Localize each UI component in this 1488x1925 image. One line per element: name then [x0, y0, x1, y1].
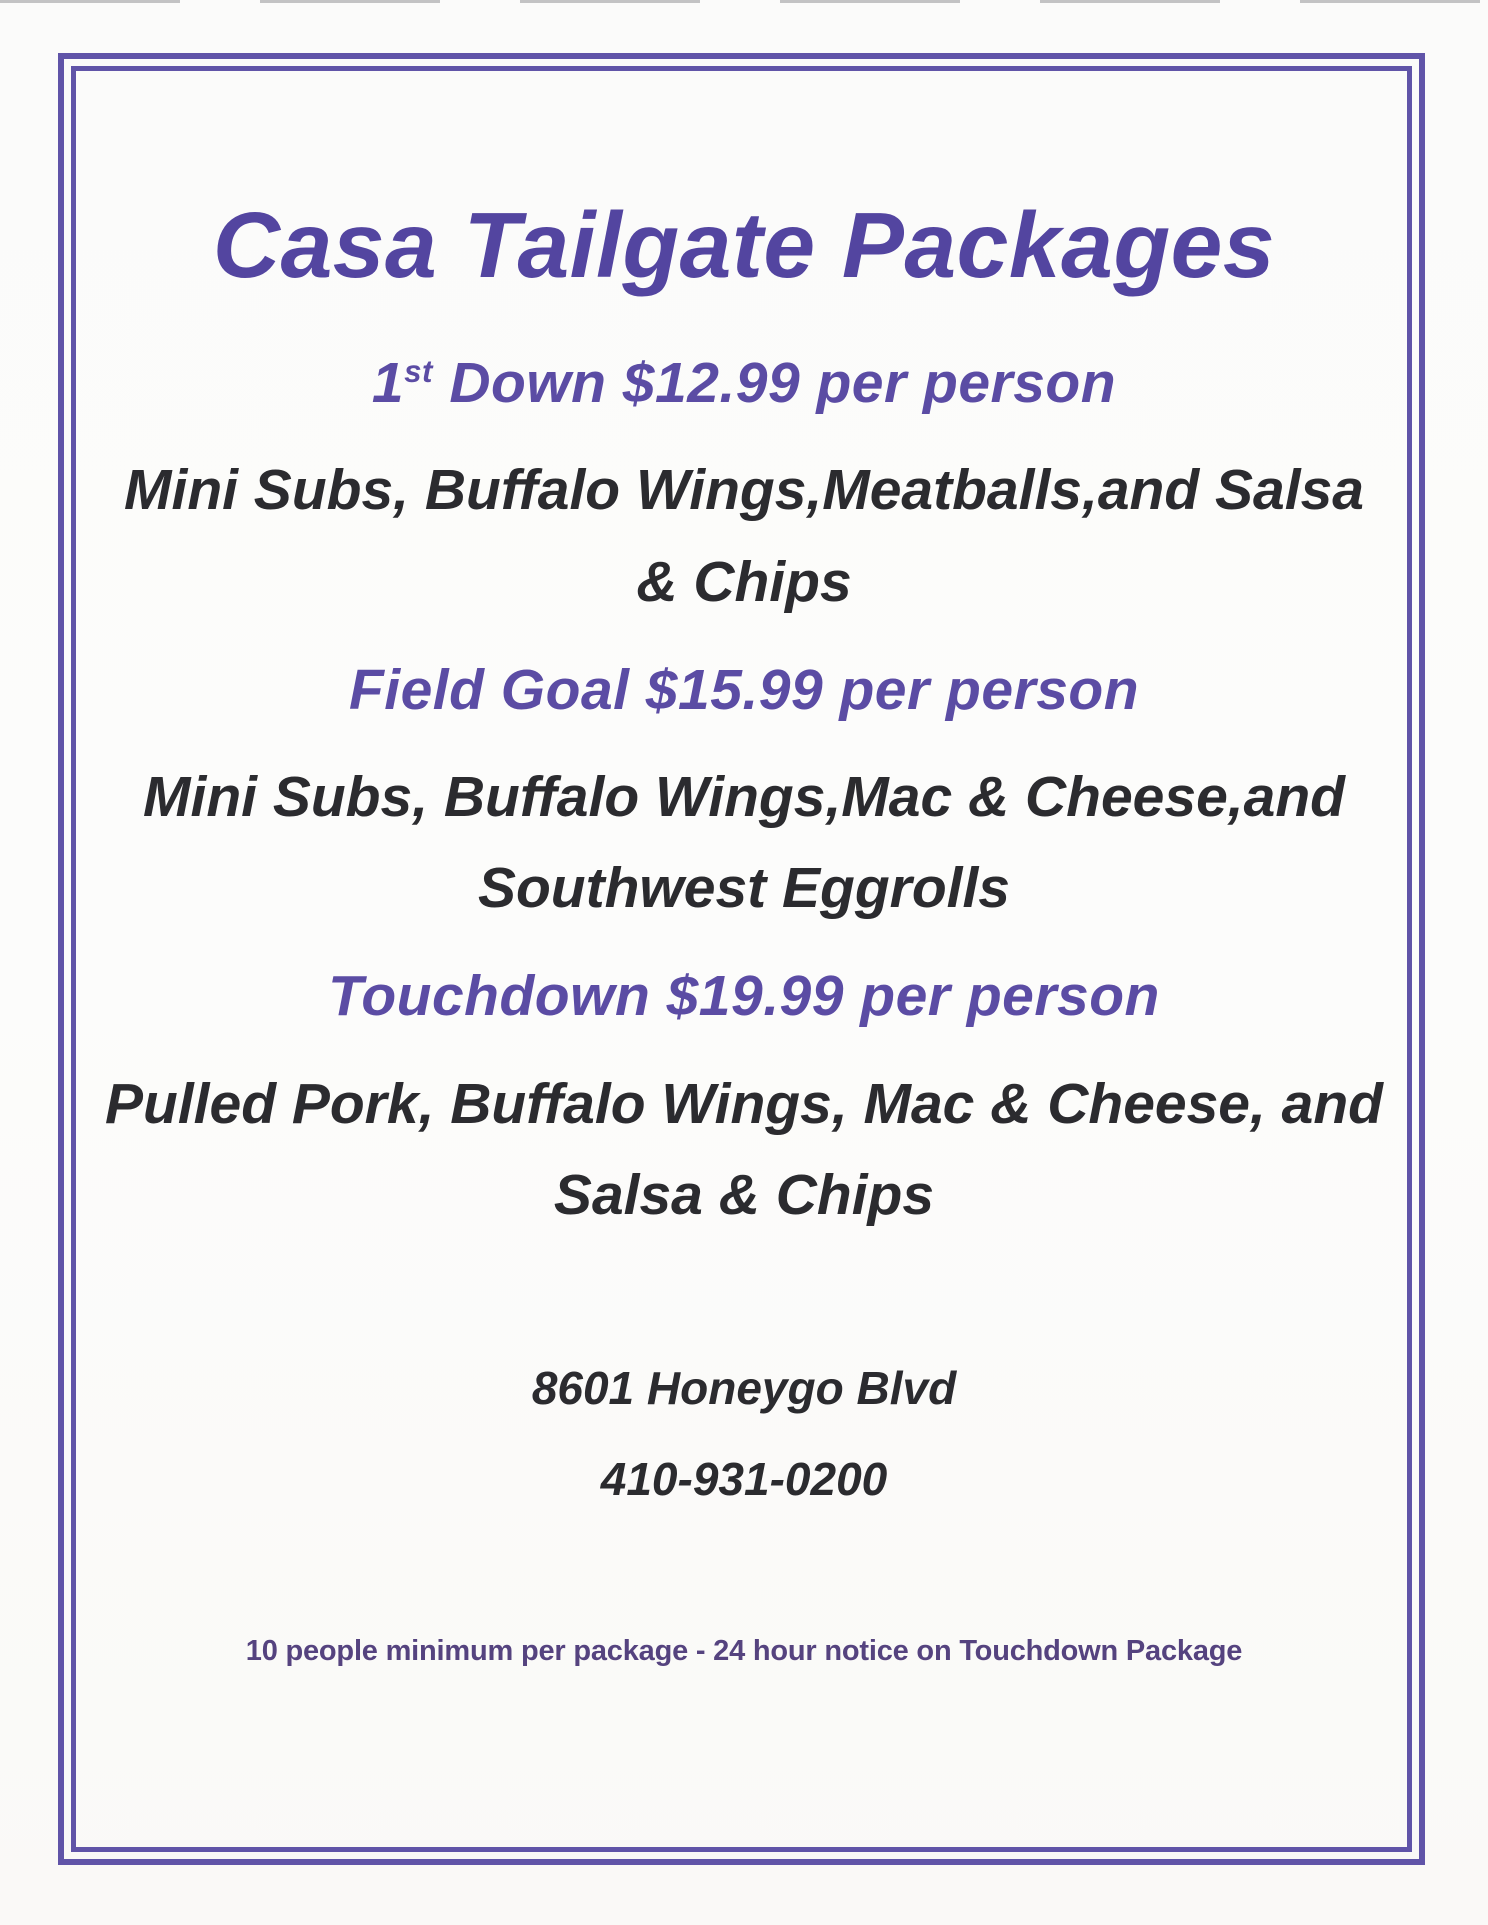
package-heading: [86, 656, 1402, 724]
package-items-line2: Southwest Eggrolls: [477, 856, 1011, 921]
package-items: [86, 445, 1402, 627]
package-heading-text: Field Goal $15.99 per person: [348, 657, 1140, 722]
package-heading-superscript: st: [404, 353, 433, 389]
package-items-line2: Salsa & Chips: [553, 1163, 935, 1228]
package-field-goal: [86, 656, 1402, 935]
package-touchdown: [86, 962, 1402, 1241]
package-heading-text: 1: [371, 350, 405, 415]
scan-artifact: [0, 0, 1488, 3]
package-heading: [86, 349, 1402, 417]
package-heading-text: Touchdown $19.99 per person: [328, 964, 1160, 1029]
package-items: [86, 752, 1402, 934]
package-heading-rest: Down $12.99 per person: [433, 350, 1117, 415]
package-heading: [86, 962, 1402, 1030]
package-first-down: [86, 349, 1402, 628]
menu-content: [86, 70, 1402, 1668]
package-items-line1: Pulled Pork, Buffalo Wings, Mac & Cheese, and: [104, 1071, 1384, 1136]
package-items-line2: & Chips: [636, 549, 852, 614]
minimum-note: 10 people minimum per package - 24 hour notice on Touchdown Package: [245, 1634, 1243, 1667]
package-items-line1: Mini Subs, Buffalo Wings,Mac & Cheese,and: [143, 765, 1345, 830]
page-title: Casa Tailgate Packages: [212, 193, 1276, 297]
phone-line: 410-931-0200: [600, 1453, 888, 1506]
address-line: 8601 Honeygo Blvd: [531, 1362, 957, 1415]
package-items-line1: Mini Subs, Buffalo Wings,Meatballs,and Salsa: [124, 458, 1364, 523]
package-items: [86, 1059, 1402, 1241]
